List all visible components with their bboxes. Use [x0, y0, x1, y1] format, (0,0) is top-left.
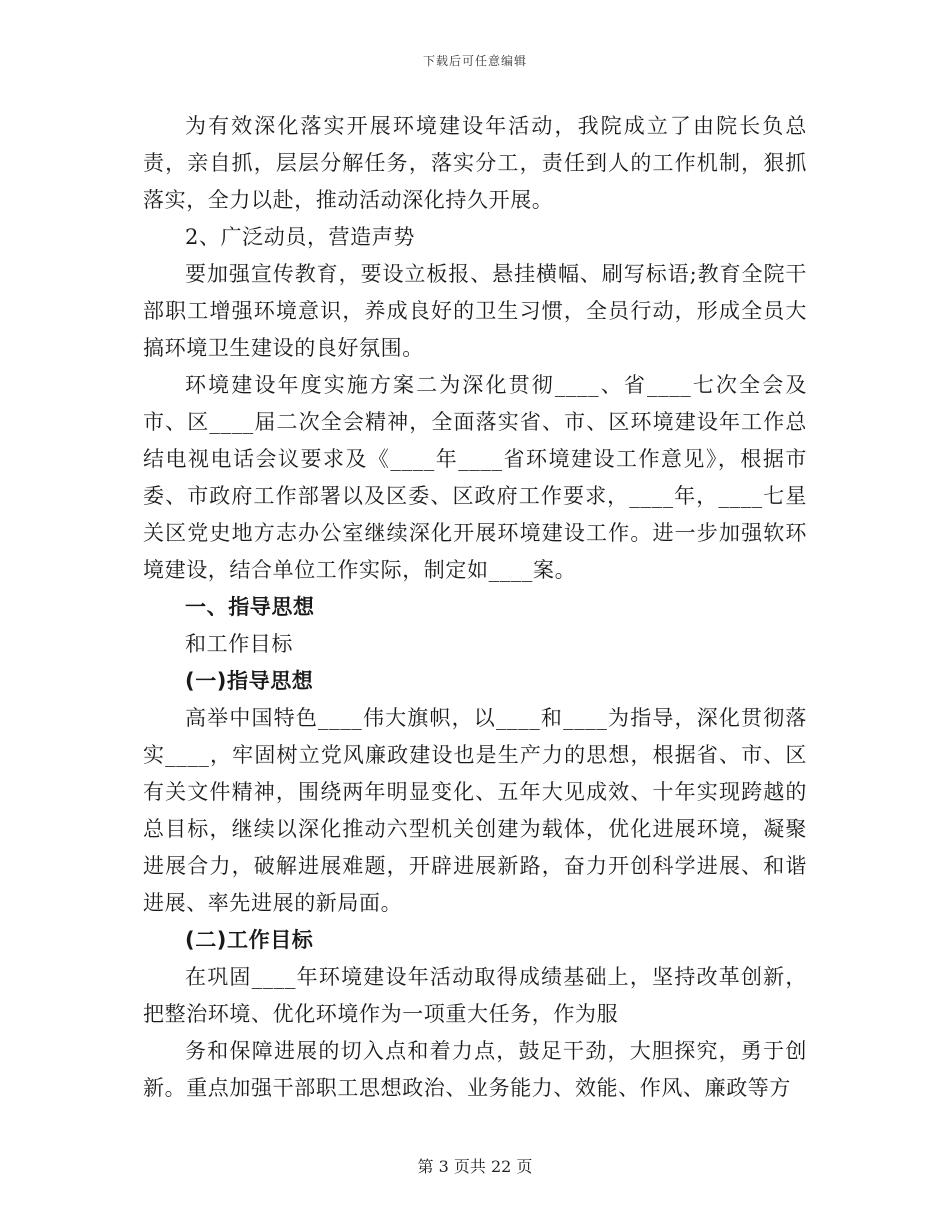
subsection-heading-work-goals: (二)工作目标 [185, 928, 314, 952]
subsection-heading-guiding-thought: (一)指导思想 [185, 669, 314, 693]
paragraph-work-goals: 在巩固____年环境建设年活动取得成绩基础上，坚持改革创新，把整治环境、优化环境作为一项重大任务，作为服 [143, 965, 807, 1026]
paragraph-publicity: 要加强宣传教育，要设立板报、悬挂横幅、刷写标语;教育全院干部职工增强环境意识，养成良好的卫生习惯，全员行动，形成全员大搞环境卫生建设的良好氛围。 [143, 262, 807, 360]
paragraph-intro: 为有效深化落实开展环境建设年活动，我院成立了由院长负总责，亲自抓，层层分解任务，落实分工，责任到人的工作机制，狠抓落实，全力以赴，推动活动深化持久开展。 [143, 114, 807, 212]
document-body [143, 108, 807, 1107]
paragraph-plan-overview: 环境建设年度实施方案二为深化贯彻____、省____七次全会及市、区____届二次全会精神，全面落实省、市、区环境建设年工作总结电视电话会议要求及《____年____省环境建设工作意见》，根据市委、市政府工作部署以及区委、区政府工作要求，____年，____七星关区党史地方志办公室继续深化开展环境建设工作。进一步加强软环境建设，结合单位工作实际，制定如____案。 [143, 373, 807, 582]
page-header: 下载后可任意编辑 [422, 54, 527, 68]
section-heading-mobilize: 2、广泛动员，营造声势 [185, 225, 415, 249]
paragraph-work-goals-continued: 务和保障进展的切入点和着力点，鼓足干劲，大胆探究，勇于创新。重点加强干部职工思想政治、业务能力、效能、作风、廉政等方 [143, 1039, 807, 1100]
paragraph-guiding-thought: 高举中国特色____伟大旗帜，以____和____为指导，深化贯彻落实____，牢固树立党风廉政建设也是生产力的思想，根据省、市、区有关文件精神，围绕两年明显变化、五年大见成效、十年实现跨越的总目标，继续以深化推动六型机关创建为载体，优化进展环境，凝聚进展合力，破解进展难题，开辟进展新路，奋力开创科学进展、和谐进展、率先进展的新局面。 [143, 706, 807, 915]
section-heading-guiding-thought: 一、指导思想 [185, 595, 315, 619]
section-heading-continuation: 和工作目标 [185, 632, 293, 656]
page-footer: 第 3 页共 22 页 [417, 1157, 533, 1176]
